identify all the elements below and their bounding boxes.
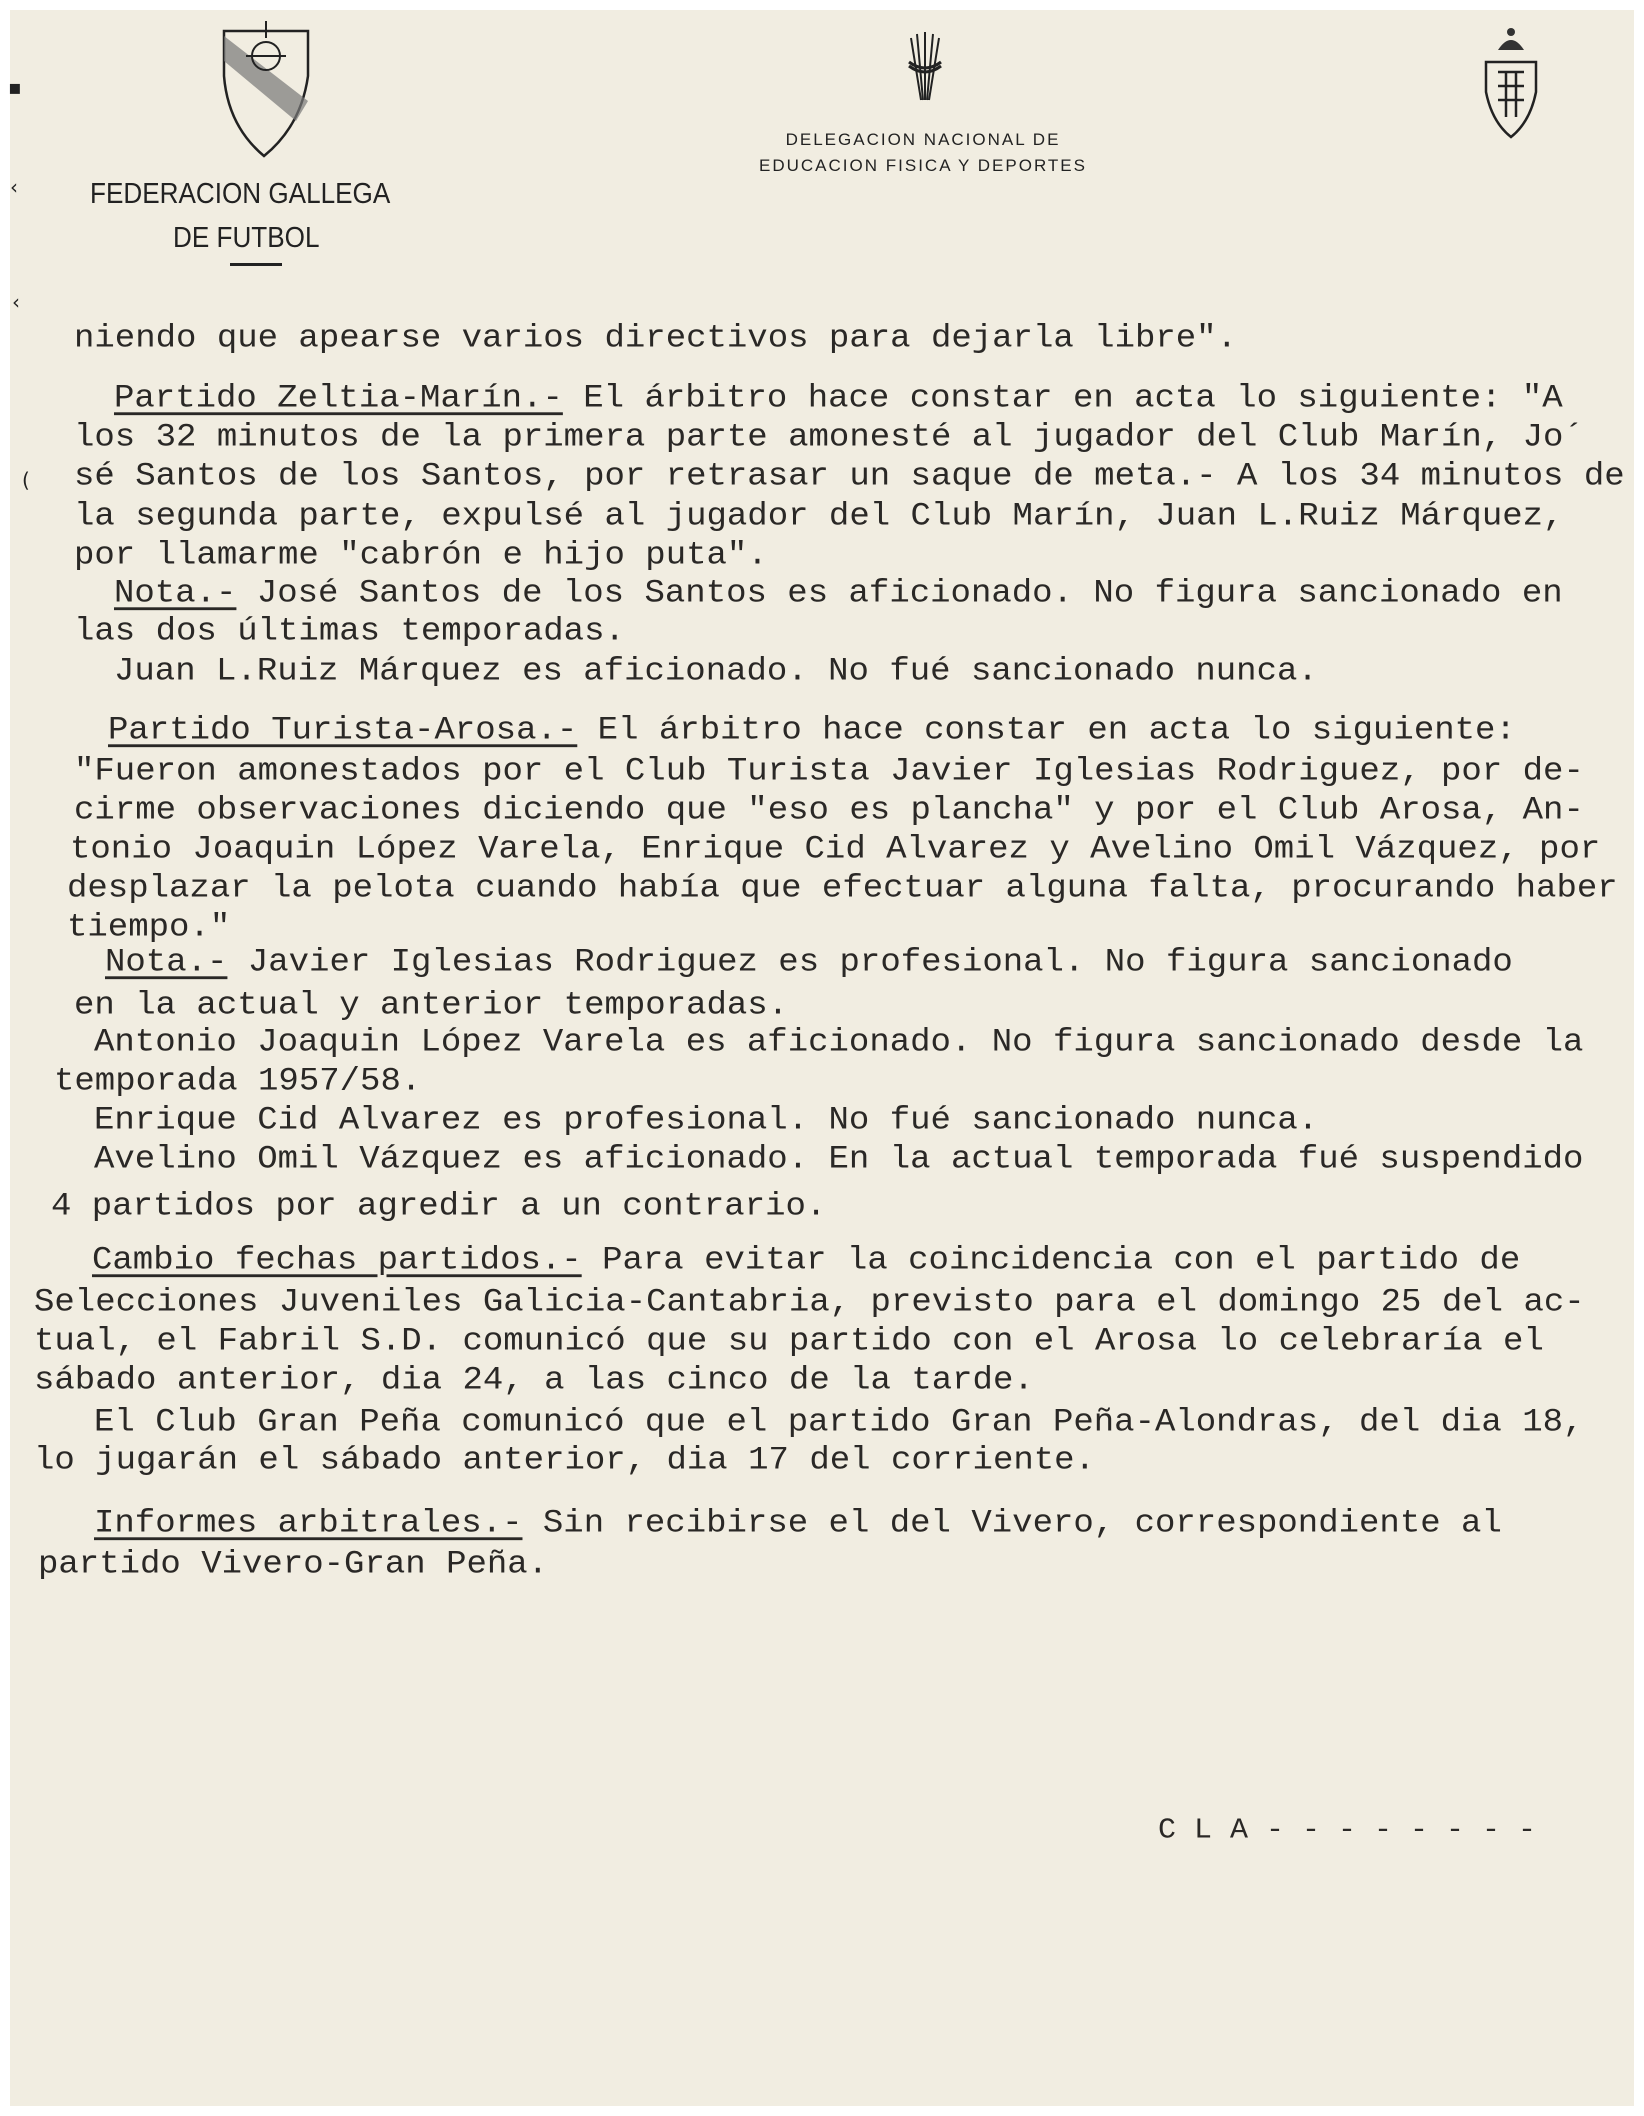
text-line <box>108 712 1516 750</box>
text-line: tiempo." <box>67 909 231 947</box>
section-heading: Informes arbitrales.- <box>94 1505 523 1543</box>
text-line: tual, el Fabril S.D. comunicó que su partido con el Arosa lo celebraría el <box>34 1323 1544 1361</box>
note-heading: Nota.- <box>105 944 228 982</box>
text-line: la segunda parte, expulsé al jugador del Club Marín, Juan L.Ruiz Márquez, <box>74 498 1564 536</box>
text-line: Enrique Cid Alvarez es profesional. No fué sancionado nunca. <box>94 1102 1319 1140</box>
margin-mark: ▪ <box>8 75 22 99</box>
text-line <box>94 1505 1502 1543</box>
text-span: El árbitro hace constar en acta lo siguiente: <box>577 712 1516 750</box>
delegation-name-line1: DELEGACION NACIONAL DE <box>785 130 1061 149</box>
text-line: partido Vivero-Gran Peña. <box>38 1546 549 1584</box>
text-line: Antonio Joaquin López Varela es aficionado. No figura sancionado desde la <box>94 1024 1584 1062</box>
delegation-name-line2: EDUCACION FISICA Y DEPORTES <box>759 156 1087 175</box>
text-line <box>114 575 1563 613</box>
section-heading: Partido Zeltia-Marín.- <box>114 380 563 418</box>
section-heading: Partido Turista-Arosa.- <box>108 712 578 750</box>
margin-mark: ‹ <box>12 290 20 314</box>
text-span: El árbitro hace constar en acta lo siguiente: "A <box>562 380 1563 418</box>
text-line <box>92 1242 1520 1280</box>
text-line: Selecciones Juveniles Galicia-Cantabria, previsto para el domingo 25 del ac- <box>34 1284 1585 1322</box>
footer-continuation: C L A - - - - - - - - <box>1158 1814 1537 1848</box>
text-line: "Fueron amonestados por el Club Turista Javier Iglesias Rodriguez, por de- <box>74 753 1584 791</box>
text-span: José Santos de los Santos es aficionado. No figura sancionado en <box>236 575 1563 613</box>
text-line: Juan L.Ruiz Márquez es aficionado. No fué sancionado nunca. <box>114 653 1318 691</box>
text-span: Sin recibirse el del Vivero, correspondiente al <box>522 1505 1502 1543</box>
section-heading: Cambio fechas partidos.- <box>92 1242 582 1280</box>
text-span: Javier Iglesias Rodriguez es profesional. No figura sancionado <box>227 944 1513 982</box>
text-line: sábado anterior, dia 24, a las cinco de la tarde. <box>34 1362 1034 1400</box>
yoke-and-arrows-emblem <box>905 30 945 102</box>
text-line <box>105 944 1513 982</box>
text-line <box>114 380 1563 418</box>
text-line: niendo que apearse varios directivos para dejarla libre". <box>74 320 1237 358</box>
royal-federation-crest-logo <box>1480 22 1542 142</box>
federacion-gallega-crest-logo <box>216 16 316 161</box>
text-span: Para evitar la coincidencia con el partido de <box>581 1242 1521 1280</box>
federation-name-line2: DE FUTBOL <box>173 222 320 254</box>
text-line: cirme observaciones diciendo que "eso es plancha" y por el Club Arosa, An- <box>74 792 1584 830</box>
text-line: desplazar la pelota cuando había que efectuar alguna falta, procurando haber <box>67 870 1618 908</box>
text-line: sé Santos de los Santos, por retrasar un saque de meta.- A los 34 minutos de <box>74 458 1625 496</box>
text-line: El Club Gran Peña comunicó que el partido Gran Peña-Alondras, del dia 18, <box>94 1404 1584 1442</box>
text-line: lo jugarán el sábado anterior, dia 17 del corriente. <box>34 1442 1095 1480</box>
text-line: Avelino Omil Vázquez es aficionado. En la actual temporada fué suspendido <box>94 1141 1584 1179</box>
text-line: 4 partidos por agredir a un contrario. <box>51 1188 827 1226</box>
text-line: los 32 minutos de la primera parte amonesté al jugador del Club Marín, Jo´ <box>74 419 1584 457</box>
text-line: tonio Joaquin López Varela, Enrique Cid Alvarez y Avelino Omil Vázquez, por <box>70 831 1601 869</box>
document-page <box>10 10 1634 2106</box>
text-line: temporada 1957/58. <box>54 1063 422 1101</box>
text-line: por llamarme "cabrón e hijo puta". <box>74 537 768 575</box>
note-heading: Nota.- <box>114 575 237 613</box>
header-divider <box>230 263 282 266</box>
margin-mark: ( <box>22 468 30 492</box>
text-line: en la actual y anterior temporadas. <box>74 987 789 1025</box>
text-line: las dos últimas temporadas. <box>74 613 625 651</box>
margin-mark: ‹ <box>10 175 18 199</box>
federation-name-line1: FEDERACION GALLEGA <box>90 178 391 210</box>
